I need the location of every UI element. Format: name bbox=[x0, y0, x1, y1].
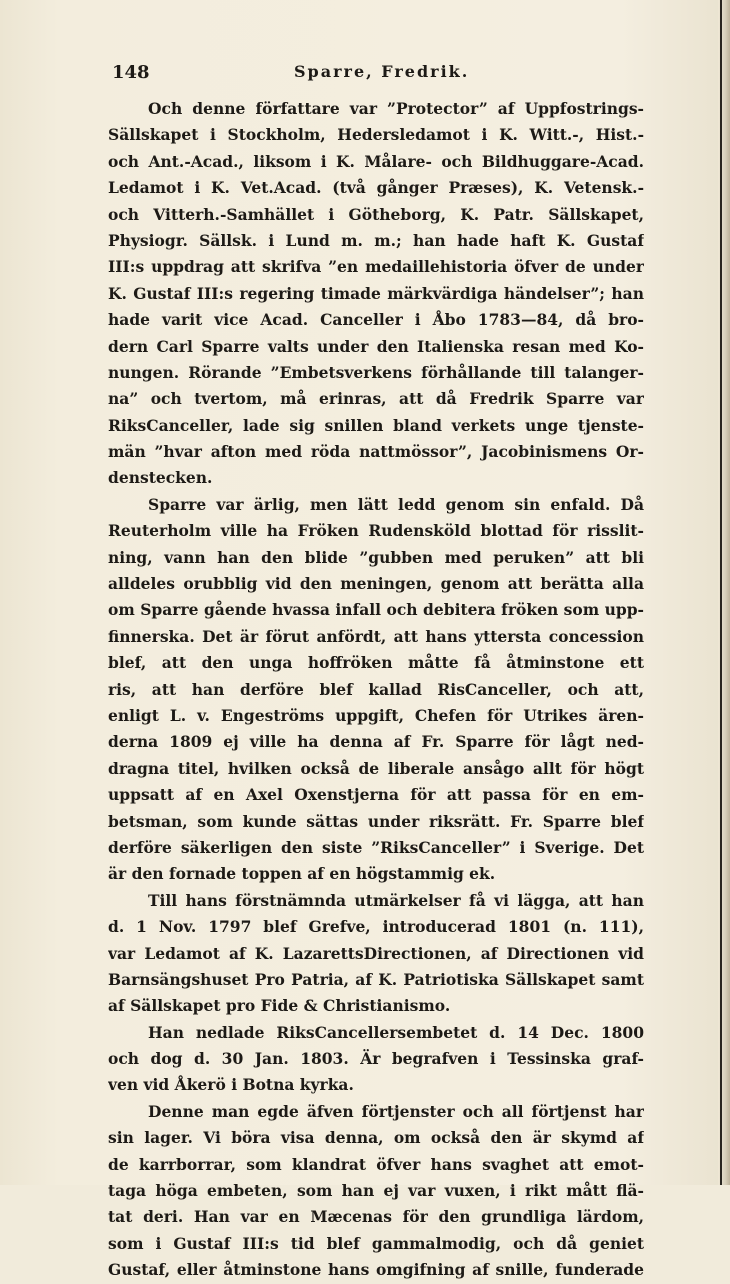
running-head: Sparre, Fredrik. bbox=[294, 62, 470, 81]
binding-line bbox=[720, 0, 722, 1185]
page-number: 148 bbox=[112, 62, 150, 83]
text-line: hade varit vice Acad. Canceller i Åbo 1783—84, då bro- bbox=[108, 310, 644, 330]
text-line: och Ant.-Acad., liksom i K. Målare- och Bildhuggare-Acad. bbox=[108, 151, 644, 171]
text-line: och Vitterh.-Samhället i Götheborg, K. Patr. Sällskapet, bbox=[108, 204, 644, 224]
text-line: uppsatt af en Axel Oxenstjerna för att passa för en em- bbox=[108, 785, 644, 805]
text-line: Till hans förstnämnda utmärkelser få vi lägga, att han bbox=[148, 890, 644, 910]
text-line: Och denne författare var ”Protector” af Uppfostrings- bbox=[148, 99, 644, 118]
text-line: Denne man egde äfven förtjenster och all förtjenst har bbox=[148, 1101, 644, 1121]
text-line: blef, att den unga hoffröken måtte få åtminstone ett bbox=[108, 653, 644, 673]
text-line: dern Carl Sparre valts under den Italienska resan med Ko- bbox=[108, 336, 644, 356]
text-line: som i Gustaf III:s tid blef gammalmodig, och då geniet bbox=[108, 1233, 644, 1253]
text-line: Sällskapet i Stockholm, Hedersledamot i K. Witt.-, Hist.- bbox=[108, 125, 644, 145]
text-line: och dog d. 30 Jan. 1803. Är begrafven i Tessinska graf- bbox=[108, 1049, 644, 1069]
text-line: ris, att han derföre blef kallad RisCanceller, och att, bbox=[108, 679, 644, 699]
body-text bbox=[108, 96, 644, 1284]
text-line: ven vid Åkerö i Botna kyrka. bbox=[108, 1075, 354, 1095]
text-line: ning, vann han den blide ”gubben med peruken” att bli bbox=[108, 547, 644, 567]
text-line: Gustaf, eller åtminstone hans omgifning af snille, funderade bbox=[108, 1260, 644, 1280]
text-line: derna 1809 ej ville ha denna af Fr. Sparre för lågt ned- bbox=[108, 732, 644, 752]
text-line: Sparre var ärlig, men lätt ledd genom sin enfald. Då bbox=[148, 494, 644, 514]
text-line: Ledamot i K. Vet.Acad. (två gånger Præses), K. Vetensk.- bbox=[108, 178, 644, 198]
text-line: K. Gustaf III:s regering timade märkvärdiga händelser”; han bbox=[108, 283, 644, 303]
text-line: derföre säkerligen den siste ”RiksCanceller” i Sverige. Det bbox=[108, 837, 644, 857]
page-header bbox=[112, 62, 632, 90]
text-line: Barnsängshuset Pro Patria, af K. Patriotiska Sällskapet samt bbox=[108, 969, 644, 989]
text-line: Reuterholm ville ha Fröken Rudensköld blottad för risslit- bbox=[108, 521, 644, 541]
text-line: enligt L. v. Engeströms uppgift, Chefen för Utrikes ären- bbox=[108, 705, 644, 725]
text-line: män ”hvar afton med röda nattmössor”, Jacobinismens Or- bbox=[108, 442, 644, 462]
text-line: tat deri. Han var en Mæcenas för den grundliga lärdom, bbox=[108, 1207, 644, 1227]
text-line: denstecken. bbox=[108, 468, 213, 488]
text-line: de karrborrar, som klandrat öfver hans svaghet att emot- bbox=[108, 1154, 644, 1174]
text-line: alldeles orubblig vid den meningen, genom att berätta alla bbox=[108, 574, 644, 594]
text-line: dragna titel, hvilken också de liberale ansågo allt för högt bbox=[108, 758, 644, 778]
text-line: d. 1 Nov. 1797 blef Grefve, introducerad 1801 (n. 111), bbox=[108, 917, 644, 937]
text-line: Han nedlade RiksCancellersembetet d. 14 Dec. 1800 bbox=[148, 1022, 644, 1042]
text-line: Physiogr. Sällsk. i Lund m. m.; han hade haft K. Gustaf bbox=[108, 230, 644, 250]
text-line: taga höga embeten, som han ej var vuxen, i rikt mått flä- bbox=[108, 1181, 644, 1201]
text-line: nungen. Rörande ”Embetsverkens förhållande till talanger- bbox=[108, 362, 644, 382]
text-line: om Sparre gående hvassa infall och debitera fröken som upp- bbox=[108, 600, 644, 620]
text-line: RiksCanceller, lade sig snillen bland verkets unge tjenste- bbox=[108, 415, 644, 435]
text-line: sin lager. Vi böra visa denna, om också den är skymd af bbox=[108, 1128, 644, 1148]
text-line: är den fornade toppen af en högstammig ek. bbox=[108, 864, 496, 884]
text-line: var Ledamot af K. LazarettsDirectionen, af Directionen vid bbox=[108, 943, 644, 963]
text-line: finnerska. Det är förut anfördt, att hans yttersta concession bbox=[108, 626, 644, 646]
text-line: na” och tvertom, må erinras, att då Fredrik Sparre var bbox=[108, 389, 644, 409]
text-line: III:s uppdrag att skrifva ”en medaillehistoria öfver de under bbox=[108, 257, 644, 277]
text-line: af Sällskapet pro Fide & Christianismo. bbox=[108, 996, 451, 1016]
text-line: betsman, som kunde sättas under riksrätt. Fr. Sparre blef bbox=[108, 811, 644, 831]
